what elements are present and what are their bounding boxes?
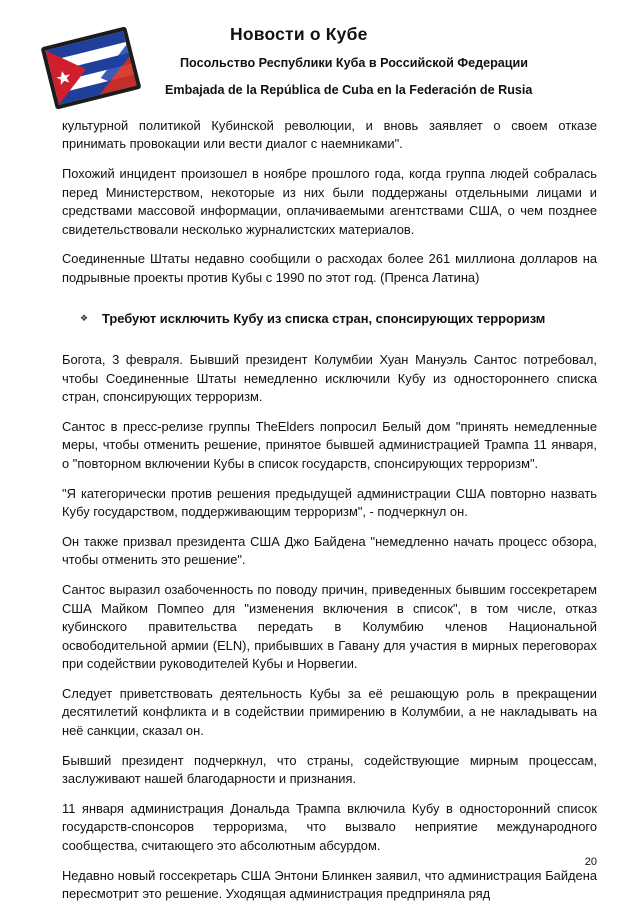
paragraph: Сантос выразил озабоченность по поводу причин, приведенных бывшим госсекретарем США Майком Помпео для "изменения включения в список", в том числе, отказ кубинского правительства передать в Колумбию членов Национальной освободительной армии (ELN), прибывших в Гавану для участия в мирных переговорах при содействии руководителей Кубы и Норвегии. — [62, 582, 597, 671]
paragraph: Недавно новый госсекретарь США Энтони Блинкен заявил, что администрация Байдена пересмотрит это решение. Уходящая администрация предприняла ряд — [62, 867, 597, 901]
diamond-bullet-icon: ❖ — [80, 313, 89, 324]
page-title: Новости о Кубе — [230, 24, 368, 44]
paragraph: Соединенные Штаты недавно сообщили о расходах более 261 миллиона долларов на подрывные проекты против Кубы с 1990 по этот год. (Пренса Латина) — [62, 251, 597, 285]
paragraph: Сантос в пресс-релизе группы TheElders попросил Белый дом "принять немедленные меры, чтобы отменить решение, принятое бывшей администрацией Трампа 11 января, о "повторном включении Кубы в список государств, спонсирующих терроризм". — [62, 418, 597, 471]
embassy-name-es: Embajada de la República de Cuba en la Federación de Rusia — [165, 83, 533, 97]
section-heading-text: Требуют исключить Кубу из списка стран, спонсирующих терроризм — [102, 311, 546, 327]
section-heading — [80, 311, 597, 326]
paragraph: 11 января администрация Дональда Трампа включила Кубу в односторонний список государств-спонсоров терроризма, что вызвало неприятие международного сообщества, считающего это абсолютным абсурдом. — [62, 800, 597, 853]
page-number: 20 — [584, 856, 597, 868]
paragraph: Богота, 3 февраля. Бывший президент Колумбии Хуан Мануэль Сантос потребовал, чтобы Соединенные Штаты немедленно исключили Кубу из одностороннего списка стран, спонсирующих терроризм. — [62, 352, 597, 405]
page-header — [0, 0, 617, 118]
embassy-name-ru: Посольство Республики Куба в Российской Федерации — [180, 56, 528, 70]
paragraph: культурной политикой Кубинской революции, и вновь заявляет о своем отказе принимать провокации или вести диалог с наемниками". — [62, 118, 597, 152]
paragraph: Следует приветствовать деятельность Кубы за её решающую роль в прекращении десятилетий конфликта и в содействии примирению в Колумбии, а не накладывать на неё санкции, сказал он. — [62, 685, 597, 738]
paragraph: Похожий инцидент произошел в ноябре прошлого года, когда группа людей собралась перед Министерством, некоторые из них были поддержаны отдельными лицами и средствами массовой информации, оплачиваемыми агентствами США, о чем позднее свидетельствовали несколько журналистских материалов. — [62, 166, 597, 237]
paragraph: Бывший президент подчеркнул, что страны, содействующие мирным процессам, заслуживают нашей благодарности и признания. — [62, 752, 597, 786]
paragraph: "Я категорически против решения предыдущей администрации США повторно назвать Кубу государством, поддерживающим терроризм", - подчеркнул он. — [62, 485, 597, 520]
article-body — [62, 117, 597, 915]
paragraph: Он также призвал президента США Джо Байдена "немедленно начать процесс обзора, чтобы отменить это решение". — [62, 534, 597, 568]
cuba-russia-flag-icon — [38, 22, 144, 114]
